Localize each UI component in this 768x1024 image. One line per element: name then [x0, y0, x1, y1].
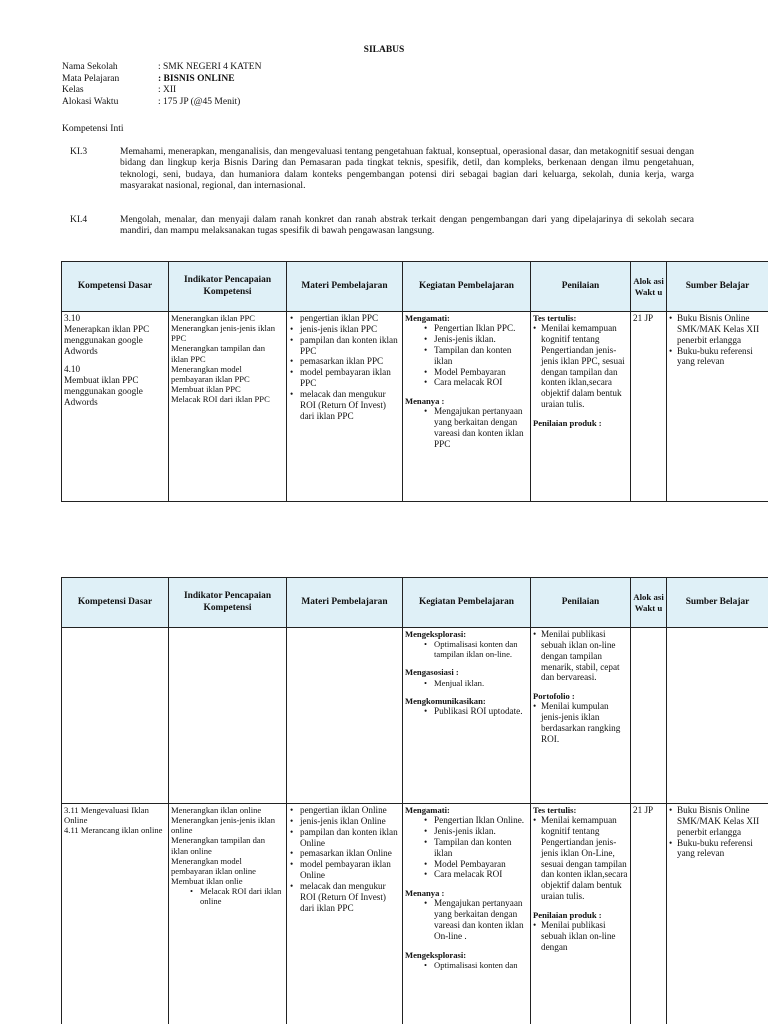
list-item: • Menilai kemampuan kognitif tentang Pengertiandan jenis-jenis iklan On-Line, sesuai dengan tampilan dan konten iklan,secara objektif dalam bentuk uraian tulis. [533, 815, 628, 902]
list-item: • Model Pembayaran [423, 859, 528, 870]
table-row [62, 628, 768, 804]
list-item: • Buku Bisnis Online SMK/MAK Kelas XII penerbit erlangga [669, 805, 766, 838]
list-item: • Optimalisasi konten dan [423, 960, 528, 970]
list-item: • Tampilan dan konten iklan [423, 837, 528, 859]
kd-cell [62, 628, 169, 804]
list-item: • Mengajukan pertanyaan yang berkaitan dengan vareasi dan konten iklan PPC [423, 406, 528, 449]
list-item: • pemasarkan iklan Online [289, 848, 400, 859]
header-ipk: Indikator Pencapaian Kompetensi [169, 578, 287, 628]
kegiatan-cell: Mengeksplorasi: • Optimalisasi konten dan tampilan iklan on-line. Mengasosiasi : • Menjual iklan. Mengkomunikasikan: • Publikasi ROI uptodate. [403, 628, 531, 804]
ki3-text: Memahami, menerapkan, menganalisis, dan mengevaluasi tentang pengetahuan faktual, konseptual, operasional dasar, dan metakognitif sesuai dengan bidang dan lingkup kerja Bisnis Daring dan Pemasaran pada tingkat teknis, spesifik, detil, dan kompleks, berkenaan dengan ilmu pengetahuan, teknologi, seni, budaya, dan humaniora dalam konteks pengembangan potensi diri sebagai bagian dari keluarga, sekolah, dunia kerja, warga masyarakat nasional, regional, dan internasional. [120, 147, 694, 192]
list-item: • jenis-jenis iklan Online [289, 816, 400, 827]
materi-cell [287, 628, 403, 804]
ipk-cell: Menerangkan iklan online Menerangkan jenis-jenis iklan online Menerangkan tampilan dan iklan online Menerangkan model pembayaran iklan online Membuat iklan onlie • Melacak ROI dari iklan online [169, 804, 287, 1024]
list-item: • Menilai kemampuan kognitif tentang Pengertiandan jenis-jenis iklan PPC, sesuai dengan tampilan dan konten iklan,secara objektif dalam bentuk uraian tulis. [533, 323, 628, 410]
syllabus-table-2 [61, 577, 768, 1024]
header-kegiatan: Kegiatan Pembelajaran [403, 262, 531, 312]
identity-block [62, 62, 261, 108]
syllabus-table-1 [61, 261, 768, 502]
alokasi-cell: 21 JP [631, 312, 667, 502]
list-item: • Tampilan dan konten iklan [423, 345, 528, 367]
header-penilaian: Penilaian [531, 578, 631, 628]
header-kd: Kompetensi Dasar [62, 578, 169, 628]
sumber-cell [667, 804, 768, 1024]
list-item: • Mengajukan pertanyaan yang berkaitan dengan vareasi dan konten iklan On-line . [423, 898, 528, 941]
list-item: • jenis-jenis iklan PPC [289, 324, 400, 335]
list-item: • Menjual iklan. [423, 678, 528, 688]
kd-cell: 3.10 Menerapkan iklan PPC menggunakan google Adwords 4.10 Membuat iklan PPC menggunakan google Adwords [62, 312, 169, 502]
meta-row-class: Kelas : XII [62, 85, 177, 95]
ki4-text: Mengolah, menalar, dan menyaji dalam ranah konkret dan ranah abstrak terkait dengan pengembangan dari yang dipelajarinya di sekolah secara mandiri, dan mampu melaksanakan tugas spesifik di bawah pengawasan langsung. [120, 215, 694, 237]
ki-heading: Kompetensi Inti [62, 124, 124, 134]
ki3-code: KI.3 [70, 147, 88, 157]
penilaian-cell: Tes tertulis: • Menilai kemampuan kognitif tentang Pengertiandan jenis-jenis iklan On-Line, sesuai dengan tampilan dan konten iklan,secara objektif dalam bentuk uraian tulis. Penilaian produk : • Menilai publikasi sebuah iklan on-line dengan [531, 804, 631, 1024]
header-penilaian: Penilaian [531, 262, 631, 312]
header-sumber: Sumber Belajar [667, 262, 768, 312]
list-item: • Optimalisasi konten dan tampilan iklan on-line. [423, 639, 528, 659]
materi-cell [287, 804, 403, 1024]
list-item: • Buku-buku referensi yang relevan [669, 346, 766, 368]
meta-row-school: Nama Sekolah : SMK NEGERI 4 KATEN [62, 62, 262, 72]
alokasi-cell: 21 JP [631, 804, 667, 1024]
list-item: • Pengertian Iklan Online. [423, 815, 528, 826]
list-item: • Buku-buku referensi yang relevan [669, 838, 766, 860]
header-alokasi: Alok asi Wakt u [631, 578, 667, 628]
table-header-row [62, 262, 768, 312]
header-materi: Materi Pembelajaran [287, 578, 403, 628]
sumber-cell [667, 628, 768, 804]
kegiatan-cell: Mengamati: • Pengertian Iklan Online. • Jenis-jenis iklan. • Tampilan dan konten iklan • Model Pembayaran • Cara melacak ROI Menanya : • Mengajukan pertanyaan yang berkaitan dengan vareasi dan konten iklan On-line . Mengeksplorasi: • Optimalisasi konten dan [403, 804, 531, 1024]
ki4-code: KI.4 [70, 215, 88, 225]
list-item: • Pengertian Iklan PPC. [423, 323, 528, 334]
list-item: • pengertian iklan Online [289, 805, 400, 816]
header-materi: Materi Pembelajaran [287, 262, 403, 312]
list-item: • model pembayaran iklan Online [289, 859, 400, 881]
list-item: • Cara melacak ROI [423, 377, 528, 388]
list-item: • Melacak ROI dari iklan online [189, 886, 284, 906]
ipk-cell: Menerangkan iklan PPC Menerangkan jenis-jenis iklan PPC Menerangkan tampilan dan iklan PPC Menerangkan model pembayaran iklan PPC Membuat iklan PPC Melacak ROI dari iklan PPC [169, 312, 287, 502]
ipk-cell [169, 628, 287, 804]
list-item: • Model Pembayaran [423, 367, 528, 378]
kegiatan-cell: Mengamati: • Pengertian Iklan PPC. • Jenis-jenis iklan. • Tampilan dan konten iklan • Model Pembayaran • Cara melacak ROI Menanya : • Mengajukan pertanyaan yang berkaitan dengan vareasi dan konten iklan PPC [403, 312, 531, 502]
header-kegiatan: Kegiatan Pembelajaran [403, 578, 531, 628]
meta-row-time: Alokasi Waktu : 175 JP (@45 Menit) [62, 96, 241, 107]
document-title: SILABUS [363, 45, 405, 55]
list-item: • pampilan dan konten iklan Online [289, 827, 400, 849]
penilaian-cell: • Menilai publikasi sebuah iklan on-line dengan tampilan menarik, stabil, cepat dan bervareasi. Portofolio : • Menilai kumpulan jenis-jenis iklan berdasarkan rangking ROI. [531, 628, 631, 804]
kd-cell: 3.11 Mengevaluasi Iklan Online 4.11 Merancang iklan online [62, 804, 169, 1024]
ki4-block [70, 215, 694, 238]
table-row [62, 804, 768, 1024]
header-alokasi: Alok asi Wakt u [631, 262, 667, 312]
meta-row-subject: Mata Pelajaran : BISNIS ONLINE [62, 73, 235, 84]
header-kd: Kompetensi Dasar [62, 262, 169, 312]
list-item: • pampilan dan konten iklan PPC [289, 335, 400, 357]
table-row [62, 312, 768, 502]
list-item: • Cara melacak ROI [423, 869, 528, 880]
sumber-cell [667, 312, 768, 502]
list-item: • Jenis-jenis iklan. [423, 334, 528, 345]
header-sumber: Sumber Belajar [667, 578, 768, 628]
alokasi-cell [631, 628, 667, 804]
ki3-block [70, 147, 694, 193]
list-item: • Buku Bisnis Online SMK/MAK Kelas XII penerbit erlangga [669, 313, 766, 346]
list-item: • Jenis-jenis iklan. [423, 826, 528, 837]
header-ipk: Indikator Pencapaian Kompetensi [169, 262, 287, 312]
list-item: • model pembayaran iklan PPC [289, 367, 400, 389]
list-item: • Menilai kumpulan jenis-jenis iklan berdasarkan rangking ROI. [533, 701, 628, 744]
list-item: • Publikasi ROI uptodate. [423, 706, 528, 717]
penilaian-cell: Tes tertulis: • Menilai kemampuan kognitif tentang Pengertiandan jenis-jenis iklan PPC, sesuai dengan tampilan dan konten iklan,secara objektif dalam bentuk uraian tulis. Penilaian produk : [531, 312, 631, 502]
list-item: • Menilai publikasi sebuah iklan on-line dengan tampilan menarik, stabil, cepat dan bervareasi. [533, 629, 628, 683]
materi-cell [287, 312, 403, 502]
list-item: • pengertian iklan PPC [289, 313, 400, 324]
list-item: • melacak dan mengukur ROI (Return Of Invest) dari iklan PPC [289, 881, 400, 914]
list-item: • Menilai publikasi sebuah iklan on-line dengan [533, 920, 628, 953]
list-item: • melacak dan mengukur ROI (Return Of Invest) dari iklan PPC [289, 389, 400, 422]
table-header-row [62, 578, 768, 628]
list-item: • pemasarkan iklan PPC [289, 356, 400, 367]
